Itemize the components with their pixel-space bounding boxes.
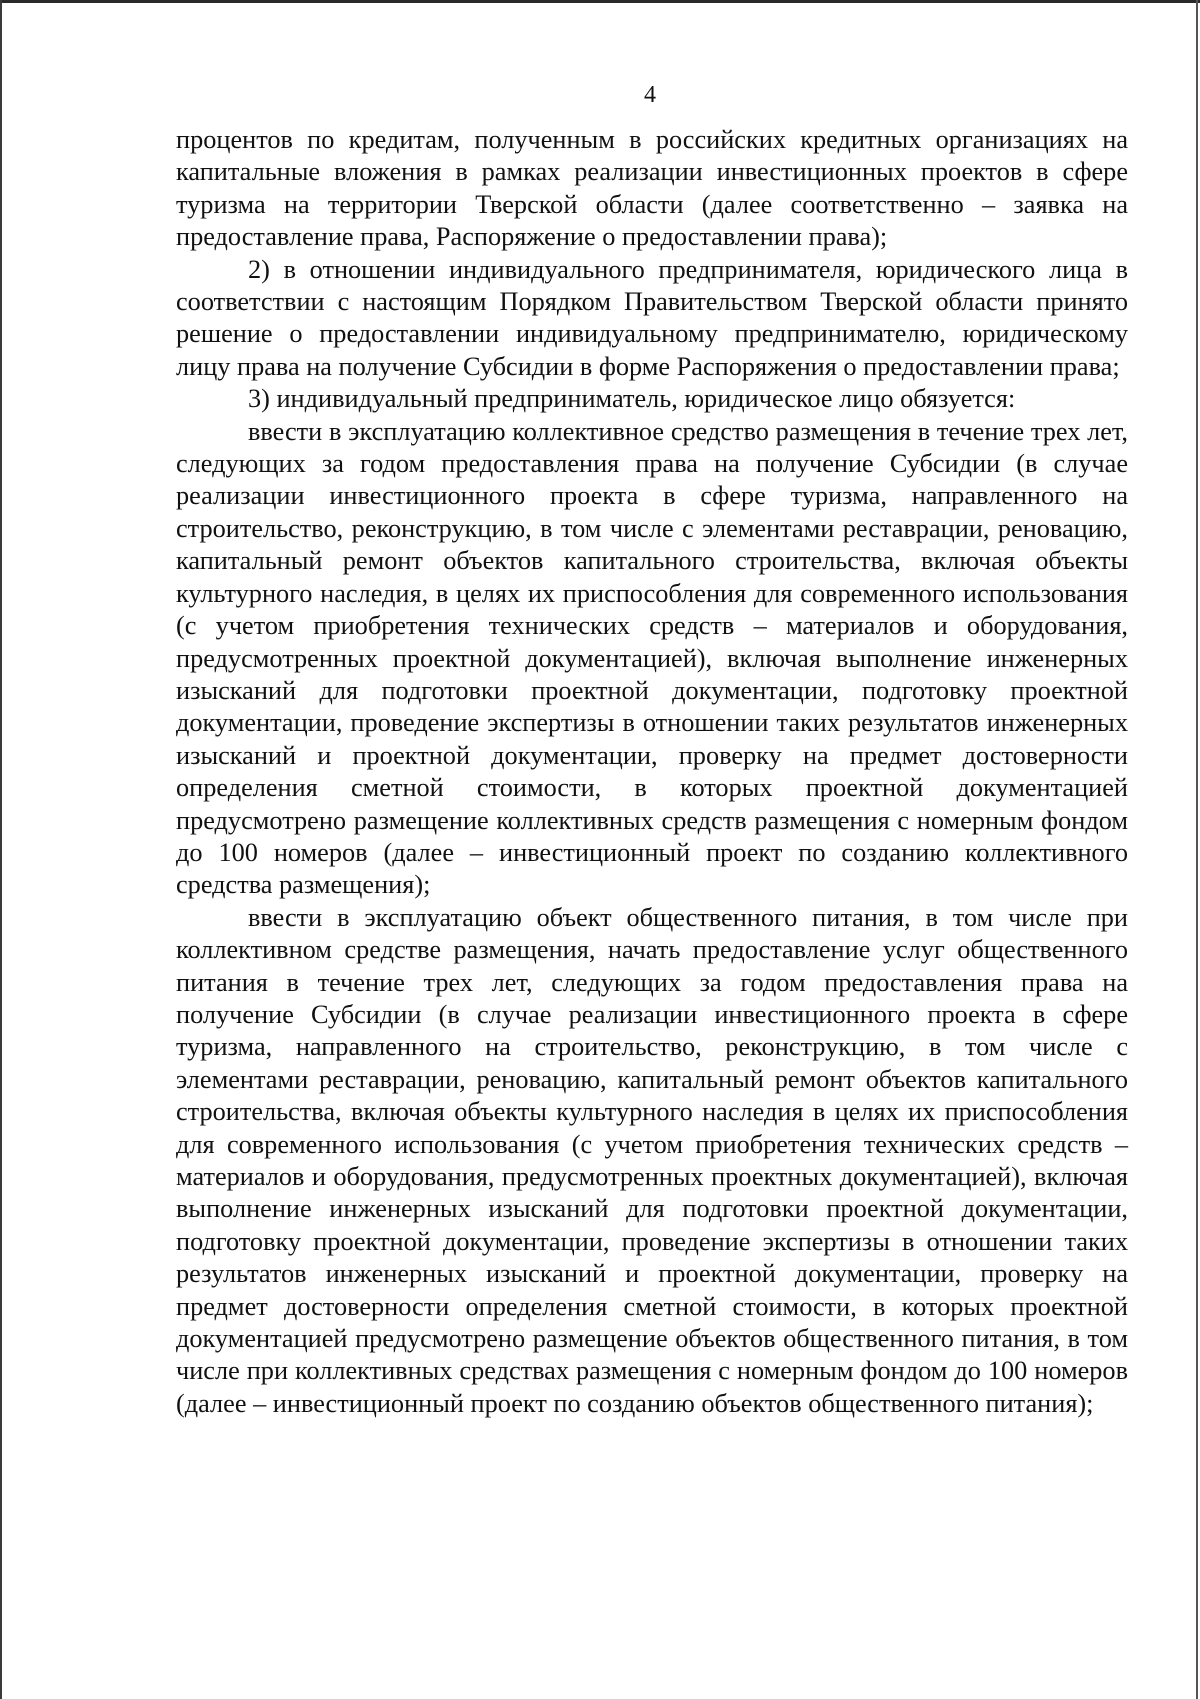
scan-right-edge — [1196, 0, 1198, 1699]
paragraph-catering-obligation: ввести в эксплуатацию объект общественного питания, в том числе при коллективном средстве размещения, начать предоставление услуг общественного питания в течение трех лет, следующих за годом предоставления права на получение Субсидии (в случае реализации инвестиционного проекта в сфере туризма, направленного на строительство, реконструкцию, в том числе с элементами реставрации, реновацию, капитальный ремонт объектов капитального строительства, включая объекты культурного наследия в целях их приспособления для современного использования (с учетом приобретения технических средств – материалов и оборудования, предусмотренных проектных документацией), включая выполнение инженерных изысканий для подготовки проектной документации, подготовку проектной документации, проведение экспертизы в отношении таких результатов инженерных изысканий и проектной документации, проверку на предмет достоверности определения сметной стоимости, в которых проектной документацией предусмотрено размещение объектов общественного питания, в том числе при коллективных средствах размещения с номерным фондом до 100 номеров (далее – инвестиционный проект по созданию объектов общественного питания); — [176, 902, 1128, 1418]
paragraph-accommodation-obligation: ввести в эксплуатацию коллективное средство размещения в течение трех лет, следующих за годом предоставления права на получение Субсидии (в случае реализации инвестиционного проекта в сфере туризма, направленного на строительство, реконструкцию, в том числе с элементами реставрации, реновацию, капитальный ремонт объектов капитального строительства, включая объекты культурного наследия, в целях их приспособления для современного использования (с учетом приобретения технических средств – материалов и оборудования, предусмотренных проектной документацией), включая выполнение инженерных изысканий для подготовки проектной документации, подготовку проектной документации, проведение экспертизы в отношении таких результатов инженерных изысканий и проектной документации, проверку на предмет достоверности определения сметной стоимости, в которых проектной документацией предусмотрено размещение коллективных средств размещения с номерным фондом до 100 номеров (далее – инвестиционный проект по созданию коллективного средства размещения); — [176, 416, 1128, 900]
page-number: 4 — [644, 82, 656, 108]
document-body — [176, 124, 1128, 1420]
paragraph-continuation: процентов по кредитам, полученным в российских кредитных организациях на капитальные вложения в рамках реализации инвестиционных проектов в сфере туризма на территории Тверской области (далее соответственно – заявка на предоставление права, Распоряжение о предоставлении права); — [176, 125, 1128, 252]
scan-left-edge — [0, 0, 2, 1699]
scan-top-edge — [0, 0, 1200, 3]
paragraph-item-3: 3) индивидуальный предприниматель, юридическое лицо обязуется: — [248, 384, 1016, 414]
paragraph-item-2: 2) в отношении индивидуального предпринимателя, юридического лица в соответствии с настоящим Порядком Правительством Тверской области принято решение о предоставлении индивидуальному предпринимателю, юридическому лицу права на получение Субсидии в форме Распоряжения о предоставлении права; — [176, 254, 1128, 381]
